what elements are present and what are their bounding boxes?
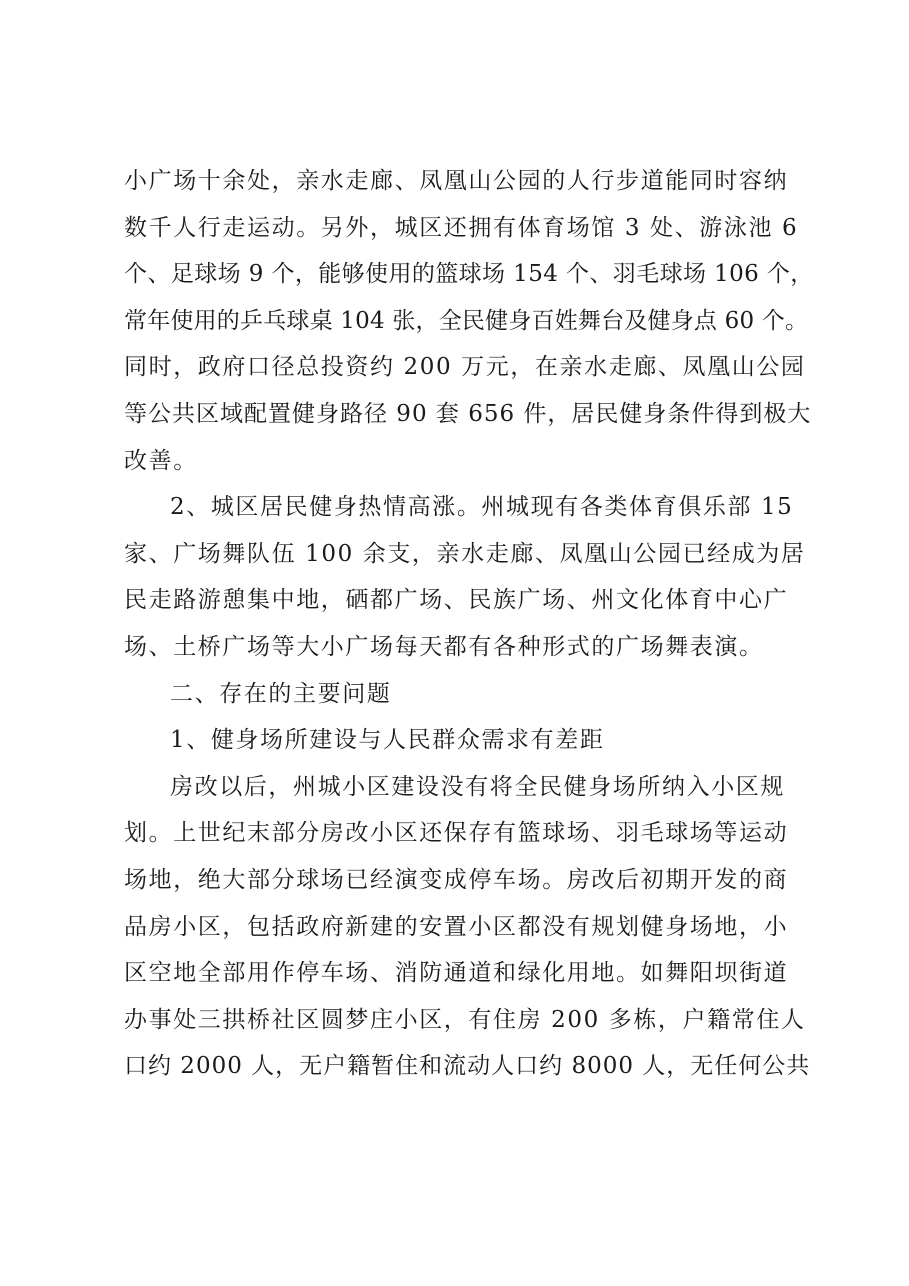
- text-line: 2、城区居民健身热情高涨。州城现有各类体育俱乐部 15: [170, 494, 794, 521]
- text-line: 数千人行走运动。另外，城区还拥有体育场馆 3 处、游泳池 6: [124, 214, 799, 241]
- text-line: 场地，绝大部分球场已经演变成停车场。房改后初期开发的商: [124, 866, 789, 893]
- text-line: 二、存在的主要问题: [170, 680, 392, 707]
- text-line: 等公共区域配置健身路径 90 套 656 件，居民健身条件得到极大: [124, 400, 812, 427]
- text-line: 场、土桥广场等大小广场每天都有各种形式的广场舞表演。: [124, 633, 764, 660]
- text-line: 品房小区，包括政府新建的安置小区都没有规划健身场地，小: [124, 913, 789, 940]
- text-line: 区空地全部用作停车场、消防通道和绿化用地。如舞阳坝街道: [124, 960, 789, 987]
- text-line: 小广场十余处，亲水走廊、凤凰山公园的人行步道能同时容纳: [124, 168, 789, 194]
- text-line: 1、健身场所建设与人民群众需求有差距: [170, 727, 605, 754]
- text-line: 房改以后，州城小区建设没有将全民健身场所纳入小区规: [170, 773, 785, 800]
- text-line: 同时，政府口径总投资约 200 万元，在亲水走廊、凤凰山公园: [124, 354, 806, 381]
- text-line: 家、广场舞队伍 100 余支，亲水走廊、凤凰山公园已经成为居: [124, 540, 806, 567]
- text-line: 民走路游憩集中地，硒都广场、民族广场、州文化体育中心广: [124, 587, 789, 614]
- text-line: 口约 2000 人，无户籍暂住和流动人口约 8000 人，无任何公共: [124, 1053, 811, 1080]
- text-line: 改善。: [124, 447, 198, 474]
- body-text: [124, 158, 814, 1090]
- text-line: 划。上世纪末部分房改小区还保存有篮球场、羽毛球场等运动: [124, 820, 789, 847]
- text-line: 办事处三拱桥社区圆梦庄小区，有住房 200 多栋，户籍常住人: [124, 1006, 806, 1033]
- text-line: 常年使用的乒乓球桌 104 张，全民健身百姓舞台及健身点 60 个。: [124, 307, 809, 334]
- text-line: 个、足球场 9 个，能够使用的篮球场 154 个、羽毛球场 106 个，: [124, 261, 814, 288]
